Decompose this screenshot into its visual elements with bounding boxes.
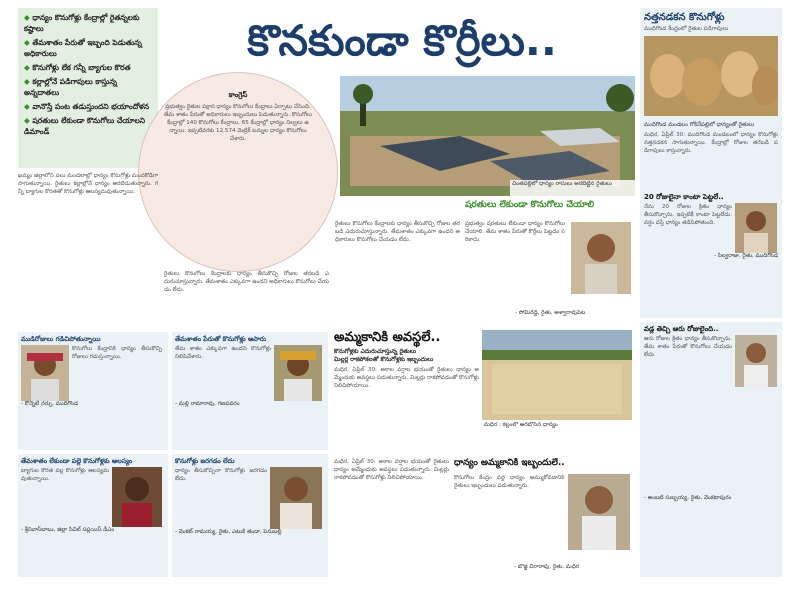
top-photo-caption: చింతపల్లిలో ధాన్యం రాసులు అరబెట్టిన రైతులు [510,180,635,196]
dhanyam-left-text: మధిర, ఏప్రిల్ 30: అకాల వర్షాల భయంతో రైతులు ధాన్యం అమ్మేందుకు అవస్థలు పడుతున్నారు. మిల్లర్లు రాకపోవడంతో కొనుగోళ్లు నిలిచిపోయాయి. [334,459,449,482]
amma-title: అమ్మకానికి అవస్థలే.. [334,330,441,345]
card-4 [172,454,328,577]
center-section [335,200,635,325]
right-mid-title: 20 రోజులైనా కాంటా పెట్టలే.. [644,193,724,201]
card-1-photo [21,345,69,401]
card-3 [18,454,168,577]
bottom-left-grid [18,332,328,577]
main-headline: కొనకుండా కొర్రీలు.. [247,16,557,65]
right-mid-photo [735,203,777,253]
amma-sub2: మిల్లర్ల రాకపోకలతో కొనుగోళ్లకు ఇబ్బందులు [334,356,434,363]
right-top-panel [640,8,782,318]
card-1-quote: - కొన్నెటి నర్సు, ముదిగొండ [21,401,79,407]
grain-sacks-image [644,36,778,116]
dhanyam-quote: - బొజ్జి వీరారావు, రైతు, మధిర [514,564,580,570]
dhanyam-text: కొనుగోలు కేంద్రం వద్ద ధాన్యం అమ్ముకోవడానికి రైతులు ఇబ్బందులు పడుతున్నారు. [454,475,564,490]
bullet-list [24,12,152,137]
right-top-subtitle: ముదిగొండ కేంద్రంలో రైతుల పడిగాపులు [644,26,729,32]
card-4-photo [270,467,322,529]
card-2-quote: - మల్లి రామారావు, గణపవరం [175,401,240,407]
card-2-title: తేమశాతం పేరుతో కొనుగోళ్లు ఆపారు [175,335,266,343]
right-top-text: మధిర, ఏప్రిల్ 30: ముదిగొండ మండలంలో ధాన్యం కొనుగోళ్లు నత్తనడకన సాగుతున్నాయి. కేంద్రాల్లో రోజుల తరబడి పడిగాపులు కాస్తున్నారు. [644,132,778,155]
right-bottom-quote: - అంబటి సుబ్బయ్య, రైతు, వెంకటాపురం [644,495,732,501]
center-left-text: రైతులు కొనుగోలు కేంద్రాలకు ధాన్యం తీసుకొచ్చి రోజుల తరబడి ఎదురుచూస్తున్నారు. తేమశాతం ఎక్కువగా ఉందని అధికారులు కొనుగోలు చేయడం లేదు. [335,221,460,244]
intro-tag: కాంగ్రెస్ [228,91,248,99]
right-top-photo-caption: ముదిగొండ మండలం గోకినేపల్లిలో ధాన్యంతో రైతులు [644,122,755,128]
center-title: షరతులు లేకుండా కొనుగోలు చేయాలి [465,200,595,210]
amma-photo-caption: మధిర : కల్లంలో ఆరబోసిన ధాన్యం [484,422,558,428]
amma-text: మధిర, ఏప్రిల్ 30: అకాల వర్షాల భయంతో రైతులు ధాన్యం అమ్మేందుకు అవస్థలు పడుతున్నారు. మిల్లర్లు రాకపోవడంతో కొనుగోళ్లు నిలిచిపోయాయి. [334,367,479,390]
card-2-text: తేమ శాతం ఎక్కువగా ఉందని కొనుగోళ్లు నిలిపివేశారు. [175,346,271,361]
card-2-photo [274,345,322,401]
card-4-title: కొనుగోళ్లు జరగడం లేదు [175,457,235,465]
left-body-text: ఖమ్మం జిల్లాలోని పలు మండలాల్లో ధాన్యం కొనుగోళ్లు మందకొడిగా సాగుతున్నాయి. రైతులు కల్లాల్లోనే ధాన్యం ఆరబెడుతున్నారు. గన్నీ బ్యాగుల కొరతతో కొనుగోళ్లు ఆలస్యమవుతున్నాయి. [18,173,158,196]
card-3-text: బ్యాగుల కొరత వల్ల కొనుగోళ్లు ఆలస్యమవుతున్నాయి. [21,468,109,483]
bullet-item: ◆ ధాన్యం కొనుగోళ్లు కేంద్రాల్లో రైతన్నలకు కష్టాలు [24,12,152,34]
dhanyam-title: ధాన్యం అమ్మకానికి ఇబ్బందులే.. [454,458,565,468]
amma-section [334,330,634,456]
middle-body-text: రైతులు కొనుగోలు కేంద్రాలకు ధాన్యం తీసుకొచ్చి రోజుల తరబడి ఎదురుచూస్తున్నారు. తేమశాతం ఎక్కువగా ఉందని అధికారులు కొనుగోలు చేయడం లేదు. [164,271,329,294]
bullet-item: ◆ కల్లాల్లోనే పడిగాపులు కాస్తున్న అన్నదాతలు [24,76,152,98]
card-3-quote: - శ్రీనివాస్‌బాబు, జిల్లా సివిల్ సప్లయిస్ డీఎం [21,527,115,533]
bullet-item: ◆ తేమశాతం పేరుతో ఇబ్బంది పెడుతున్న అధికారులు [24,37,152,59]
right-bottom-photo [735,335,777,387]
card-1 [18,332,168,450]
center-photo-caption: - సోమిరెడ్డి, రైతు, అశ్వారావుపేట [515,310,586,316]
bullet-item: ◆ వానొస్తే పంట తడుస్తుందని భయాందోళన [24,101,152,112]
right-mid-quote: - సిల్వరాజు, రైతు, ముదిగొండ [713,253,778,259]
right-bottom-text: ఆరు రోజుల క్రితం ధాన్యం తీసుకొచ్చాను. తేమ శాతం పేరుతో కొనుగోలు చేయడం లేదు. [644,336,732,359]
card-3-title: తేమశాతం లేకుండా పల్లె కొనుగోళ్లకు ఆలస్యం [21,457,133,465]
intro-circle [138,72,338,272]
dhanyam-section [334,458,634,580]
bullet-item: ◆ షరతులు లేకుండా కొనుగోలు చేయాలని డిమాండ్ [24,115,152,137]
card-3-photo [112,467,162,527]
intro-text: ప్రభుత్వం రైతుల పక్షాన ధాన్యం కొనుగోలు కేంద్రాలు ఏర్పాటు చేసింది. తేమ శాతం పేరుతో అధికారులు ఇబ్బందులు పెడుతున్నారు. కొనుగోలు కేంద్రాల్లో 140 కొనుగోలు కేంద్రాలు, 65 కేంద్రాల్లో ధాన్యం నిల్వలు ఉన్నాయి. ఇప్పటివరకు 12,574 మెట్రిక్ టన్నుల ధాన్యం కొనుగోలు చేశారు. [163,104,313,143]
left-bullet-box [18,8,158,168]
farmer-photo [571,222,631,294]
dhanyam-photo [568,474,630,550]
amma-field-photo [482,330,632,420]
card-1-title: ముడిరోజులు గడిచిపోతున్నాయి [21,335,101,343]
right-bottom-panel [640,322,782,577]
card-2 [172,332,328,450]
field-tarps-image [340,76,635,196]
bullet-item: ◆ కొనుగోళ్లు లేక గన్నీ బ్యాగుల కొరత [24,62,152,73]
amma-sub1: కొనుగోళ్లకు ఎదురుచూస్తున్న రైతులు [334,348,417,355]
right-bottom-title: వడ్ల తెచ్చి ఆరు రోజులైంది.. [644,325,719,333]
top-photo [340,76,635,196]
card-1-text: కొనుగోలు కేంద్రానికి ధాన్యం తీసుకొచ్చి రోజులు గడుస్తున్నాయి. [72,346,162,361]
center-text: ప్రభుత్వం షరతులు లేకుండా ధాన్యం కొనుగోలు చేయాలి. తేమ శాతం పేరుతో కొర్రీలు పెట్టడం సరికాదు. [465,221,565,244]
card-4-text: ధాన్యం తీసుకొచ్చినా కొనుగోళ్లు జరగడం లేదు. [175,468,267,483]
card-4-quote: - వెంకట్ రామయ్య, రైతు, ఎటుకి తండా, పెనుబల్లి [175,529,282,535]
right-top-title: నత్తనడకన కొనుగోళ్లు [644,12,725,23]
right-mid-text: నేను 20 రోజుల క్రితం ధాన్యం తీసుకొచ్చాను. ఇప్పటికీ కాంటా పెట్టలేదు. వర్షం వస్తే ధాన్యం తడిసిపోతుంది. [644,204,732,227]
